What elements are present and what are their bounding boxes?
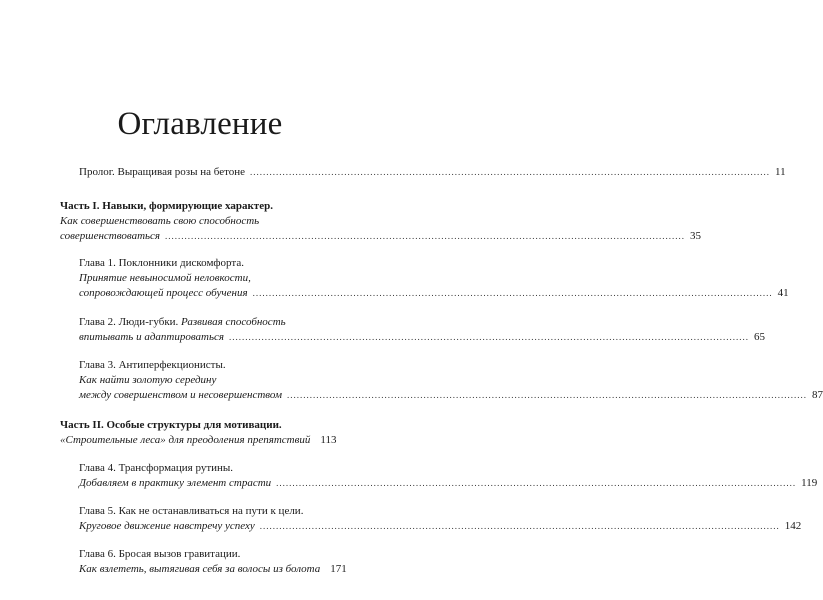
toc-entry-part-1 xyxy=(0,199,702,244)
page-number: 142 xyxy=(784,520,802,532)
toc-entry-chapter-1 xyxy=(0,256,789,301)
chapter-subtitle-line2: между совершенством и несовершенством xyxy=(79,389,283,401)
page-number: 65 xyxy=(753,331,765,343)
chapter-subtitle-line1: Как найти золотую середину xyxy=(79,374,217,386)
part-subtitle-line1: Как совершенствовать свою способность xyxy=(60,215,260,227)
toc-entry-chapter-4 xyxy=(0,461,818,491)
part-subtitle-line1: «Строительные леса» для преодоления препятствий xyxy=(60,434,311,446)
dot-leader: ................................................................................................................................................................ xyxy=(276,478,797,488)
page-number: 171 xyxy=(330,563,347,575)
chapter-subtitle-line1: Как взлететь, вытягивая себя за волосы из болота xyxy=(79,563,321,575)
page-number: 41 xyxy=(777,287,789,299)
toc-entry-chapter-2 xyxy=(0,315,765,345)
chapter-subtitle-line1: Добавляем в практику элемент страсти xyxy=(79,477,272,489)
dot-leader: ................................................................................................................................................................ xyxy=(250,167,771,177)
page-number: 113 xyxy=(320,434,337,446)
part-heading: Часть II. Особые структуры для мотивации. xyxy=(60,419,282,431)
toc-entry-chapter-6 xyxy=(0,547,400,577)
chapter-subtitle-line2: сопровождающей процесс обучения xyxy=(79,287,248,299)
chapter-subtitle-line1: Круговое движение навстречу успеху xyxy=(79,520,255,532)
chapter-subtitle-line1: Принятие невыносимой неловкости, xyxy=(79,272,251,284)
toc-entry-part-2 xyxy=(0,418,400,448)
toc-entry-prologue xyxy=(0,165,786,180)
toc-entry-chapter-3 xyxy=(0,358,823,403)
chapter-title: Глава 2. Люди-губки. xyxy=(79,316,179,328)
chapter-title: Глава 4. Трансформация рутины. xyxy=(79,462,234,474)
chapter-title: Глава 6. Бросая вызов гравитации. xyxy=(79,548,241,560)
chapter-title: Глава 3. Антиперфекционисты. xyxy=(79,359,226,371)
entry-title: Пролог. Выращивая розы на бетоне xyxy=(79,166,246,178)
dot-leader: ................................................................................................................................................................ xyxy=(252,288,773,298)
page-number: 87 xyxy=(812,389,823,401)
chapter-title: Глава 1. Поклонники дискомфорта. xyxy=(79,257,244,269)
chapter-subtitle-line2: впитывать и адаптироваться xyxy=(79,331,224,343)
dot-leader: ................................................................................................................................................................ xyxy=(287,390,808,400)
dot-leader: ................................................................................................................................................................ xyxy=(259,521,780,531)
part-heading: Часть I. Навыки, формирующие характер. xyxy=(60,200,273,212)
page-number: 11 xyxy=(775,166,786,178)
chapter-title: Глава 5. Как не останавливаться на пути к цели. xyxy=(79,505,304,517)
chapter-title-line xyxy=(79,315,332,330)
dot-leader: ................................................................................................................................................................ xyxy=(228,332,749,342)
page-number: 119 xyxy=(801,477,818,489)
part-subtitle-line2: совершенствоваться xyxy=(60,230,161,242)
page-number: 35 xyxy=(690,230,702,242)
page-title: Оглавление xyxy=(117,106,283,142)
dot-leader: ................................................................................................................................................................ xyxy=(165,231,686,241)
toc-entry-chapter-5 xyxy=(0,504,802,534)
chapter-subtitle-line1: Развивая способность xyxy=(181,316,286,328)
